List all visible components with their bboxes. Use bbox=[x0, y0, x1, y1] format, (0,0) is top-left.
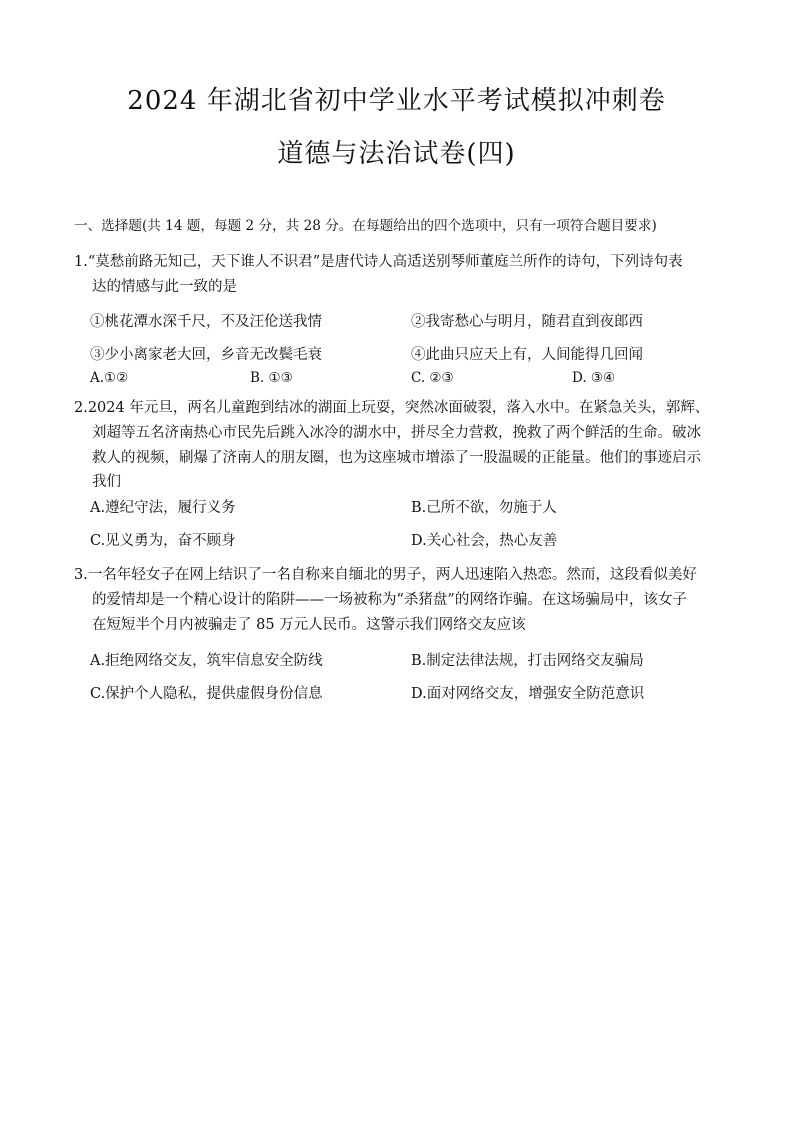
q1-option-c: C. ②③ bbox=[411, 370, 454, 386]
q3-stem-line1: 3.一名年轻女子在网上结识了一名自称来自缅北的男子，两人迅速陷入热恋。然而，这段看似美好 bbox=[74, 567, 697, 583]
q2-stem-line4: 我们 bbox=[92, 474, 121, 490]
q1-stem-line2: 达的情感与此一致的是 bbox=[92, 279, 237, 295]
q3-stem-line2: 的爱情却是一个精心设计的陷阱——一场被称为“杀猪盘”的网络诈骗。在这场骗局中，该女子 bbox=[92, 592, 687, 608]
q1-option-d: D. ③④ bbox=[572, 370, 616, 386]
q1-statement-3: ③少小离家老大回，乡音无改鬓毛衰 bbox=[90, 347, 322, 363]
q3-option-c: C.保护个人隐私，提供虚假身份信息 bbox=[90, 686, 323, 702]
q2-option-d: D.关心社会，热心友善 bbox=[411, 533, 558, 549]
q2-stem-line1: 2.2024 年元旦，两名儿童跑到结冰的湖面上玩耍，突然冰面破裂，落入水中。在紧急关头，郭辉、 bbox=[74, 400, 710, 416]
exam-subtitle: 道德与法治试卷(四) bbox=[277, 139, 516, 169]
exam-title: 2024 年湖北省初中学业水平考试模拟冲刺卷 bbox=[127, 86, 666, 116]
q1-option-a: A.①② bbox=[90, 370, 129, 386]
q2-stem-line3: 救人的视频，刷爆了济南人的朋友圈，也为这座城市增添了一股温暖的正能量。他们的事迹启示 bbox=[92, 450, 701, 466]
q1-option-b: B. ①③ bbox=[250, 370, 293, 386]
q2-option-a: A.遵纪守法，履行义务 bbox=[90, 500, 236, 516]
q3-option-b: B.制定法律法规，打击网络交友骗局 bbox=[411, 653, 644, 669]
section-heading: 一、选择题(共 14 题，每题 2 分，共 28 分。在每题给出的四个选项中，只有一项符合题目要求) bbox=[74, 218, 657, 234]
q1-stem-line1: 1.“莫愁前路无知己，天下谁人不识君”是唐代诗人高适送别琴师董庭兰所作的诗句，下列诗句表 bbox=[74, 254, 683, 270]
q1-statement-1: ①桃花潭水深千尺，不及汪伦送我情 bbox=[90, 314, 322, 330]
q3-option-d: D.面对网络交友，增强安全防范意识 bbox=[411, 686, 645, 702]
q1-statement-2: ②我寄愁心与明月，随君直到夜郎西 bbox=[411, 314, 643, 330]
q3-option-a: A.拒绝网络交友，筑牢信息安全防线 bbox=[90, 653, 323, 669]
q3-stem-line3: 在短短半个月内被骗走了 85 万元人民币。这警示我们网络交友应该 bbox=[92, 617, 526, 633]
q2-option-c: C.见义勇为，奋不顾身 bbox=[90, 533, 236, 549]
q2-option-b: B.己所不欲，勿施于人 bbox=[411, 500, 557, 516]
q1-statement-4: ④此曲只应天上有，人间能得几回闻 bbox=[411, 347, 643, 363]
q2-stem-line2: 刘超等五名济南热心市民先后跳入冰冷的湖水中，拼尽全力营救，挽救了两个鲜活的生命。破冰 bbox=[92, 425, 701, 441]
